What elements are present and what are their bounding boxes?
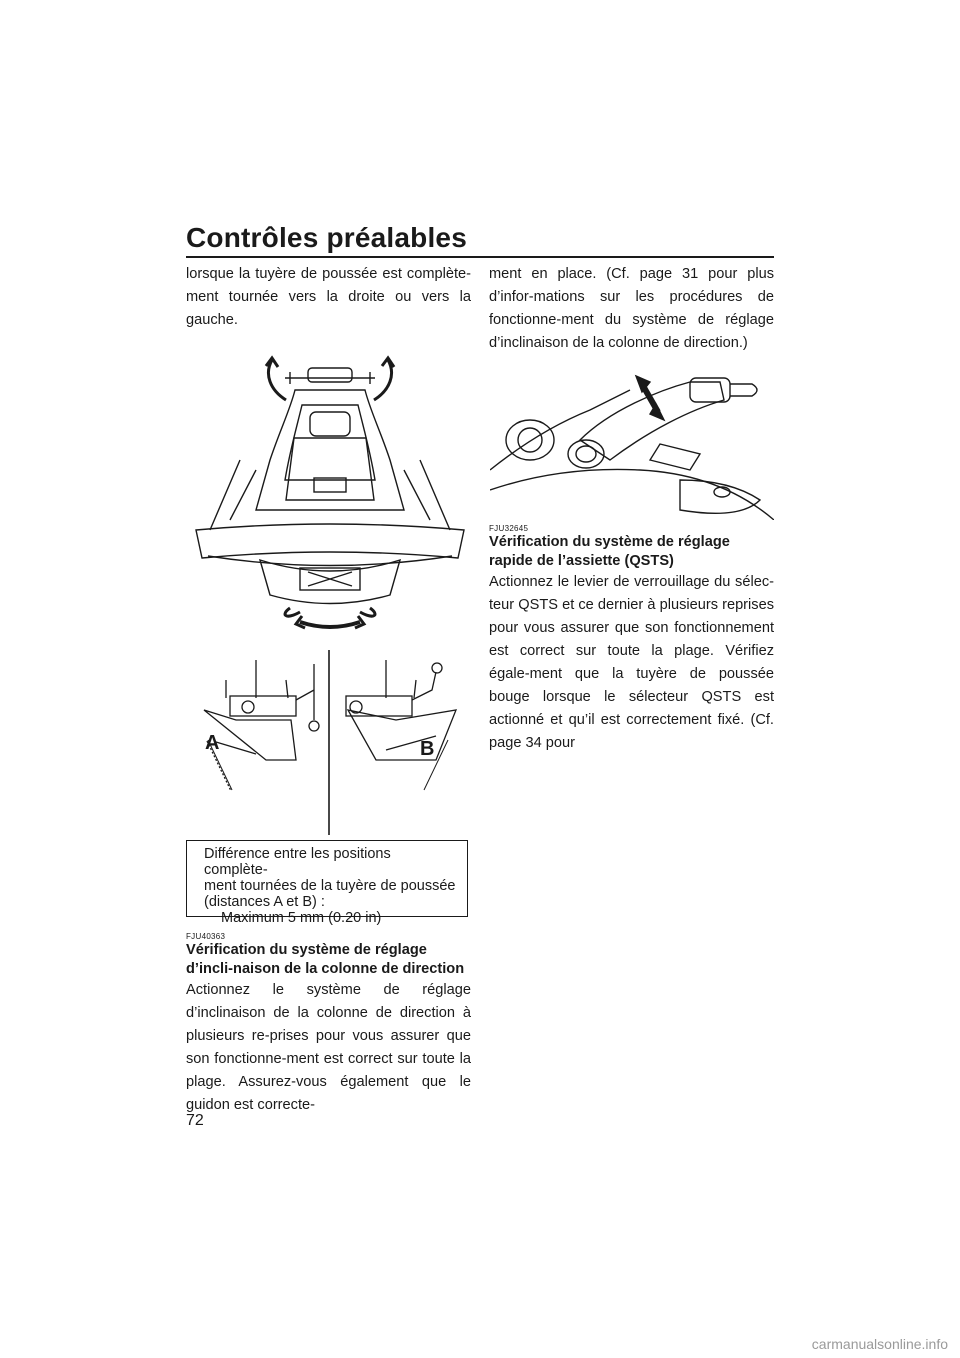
label-b: B [420,738,435,760]
section-title: Vérification du système de réglage d’incli-naison de la colonne de direction [186,942,465,977]
spec-line-3: (distances A et B) : [204,894,325,910]
spec-line-2: ment tournées de la tuyère de poussée [204,878,456,894]
header-rule [186,256,774,258]
label-a: A [205,732,220,754]
intro-right-column [489,263,774,355]
watercraft-rear-illustration [190,350,470,640]
spec-line-1: Différence entre les positions complète- [204,846,391,878]
page-number: 72 [186,1112,204,1129]
section-code: FJU32645 [489,524,529,533]
intro-left-text: lorsque la tuyère de poussée est complète-ment tournée vers la droite ou vers la gauche. [186,266,471,328]
handlebar-tilt-illustration [490,370,774,520]
section-code: FJU40363 [186,932,226,941]
intro-right-text: ment en place. (Cf. page 31 pour plus d’infor-mations sur les procédures de fonctionne-ment du système de réglage d’inclinaison de la colonne de direction.) [489,266,774,351]
watermark[interactable]: carmanualsonline.info [811,1336,948,1352]
section-body: Actionnez le système de réglage d’inclinaison de la colonne de direction à plusieurs re-prises pour vous assurer que son fonctionne-ment est correct sur toute la plage. Assurez-vous également que le guidon est correcte- [186,982,471,1113]
section-body: Actionnez le levier de verrouillage du sélec-teur QSTS et ce dernier à plusieurs reprises pour vous assurer que son fonctionnement est correct sur toute la plage. Vérifiez égale-ment que la tuyère de poussée bouge lorsque le sélecteur QSTS est actionné et qu’il est correctement fixé. (Cf. page 34 pour [489,574,774,751]
spec-box [186,840,468,926]
spec-value: Maximum 5 mm (0.20 in) [221,910,382,926]
page-title: Contrôles préalables [186,222,467,253]
qsts-section [489,524,774,755]
steering-section [186,932,471,1117]
section-title: Vérification du système de réglage rapide de l’assiette (QSTS) [489,534,730,569]
intro-left-column [186,263,471,332]
